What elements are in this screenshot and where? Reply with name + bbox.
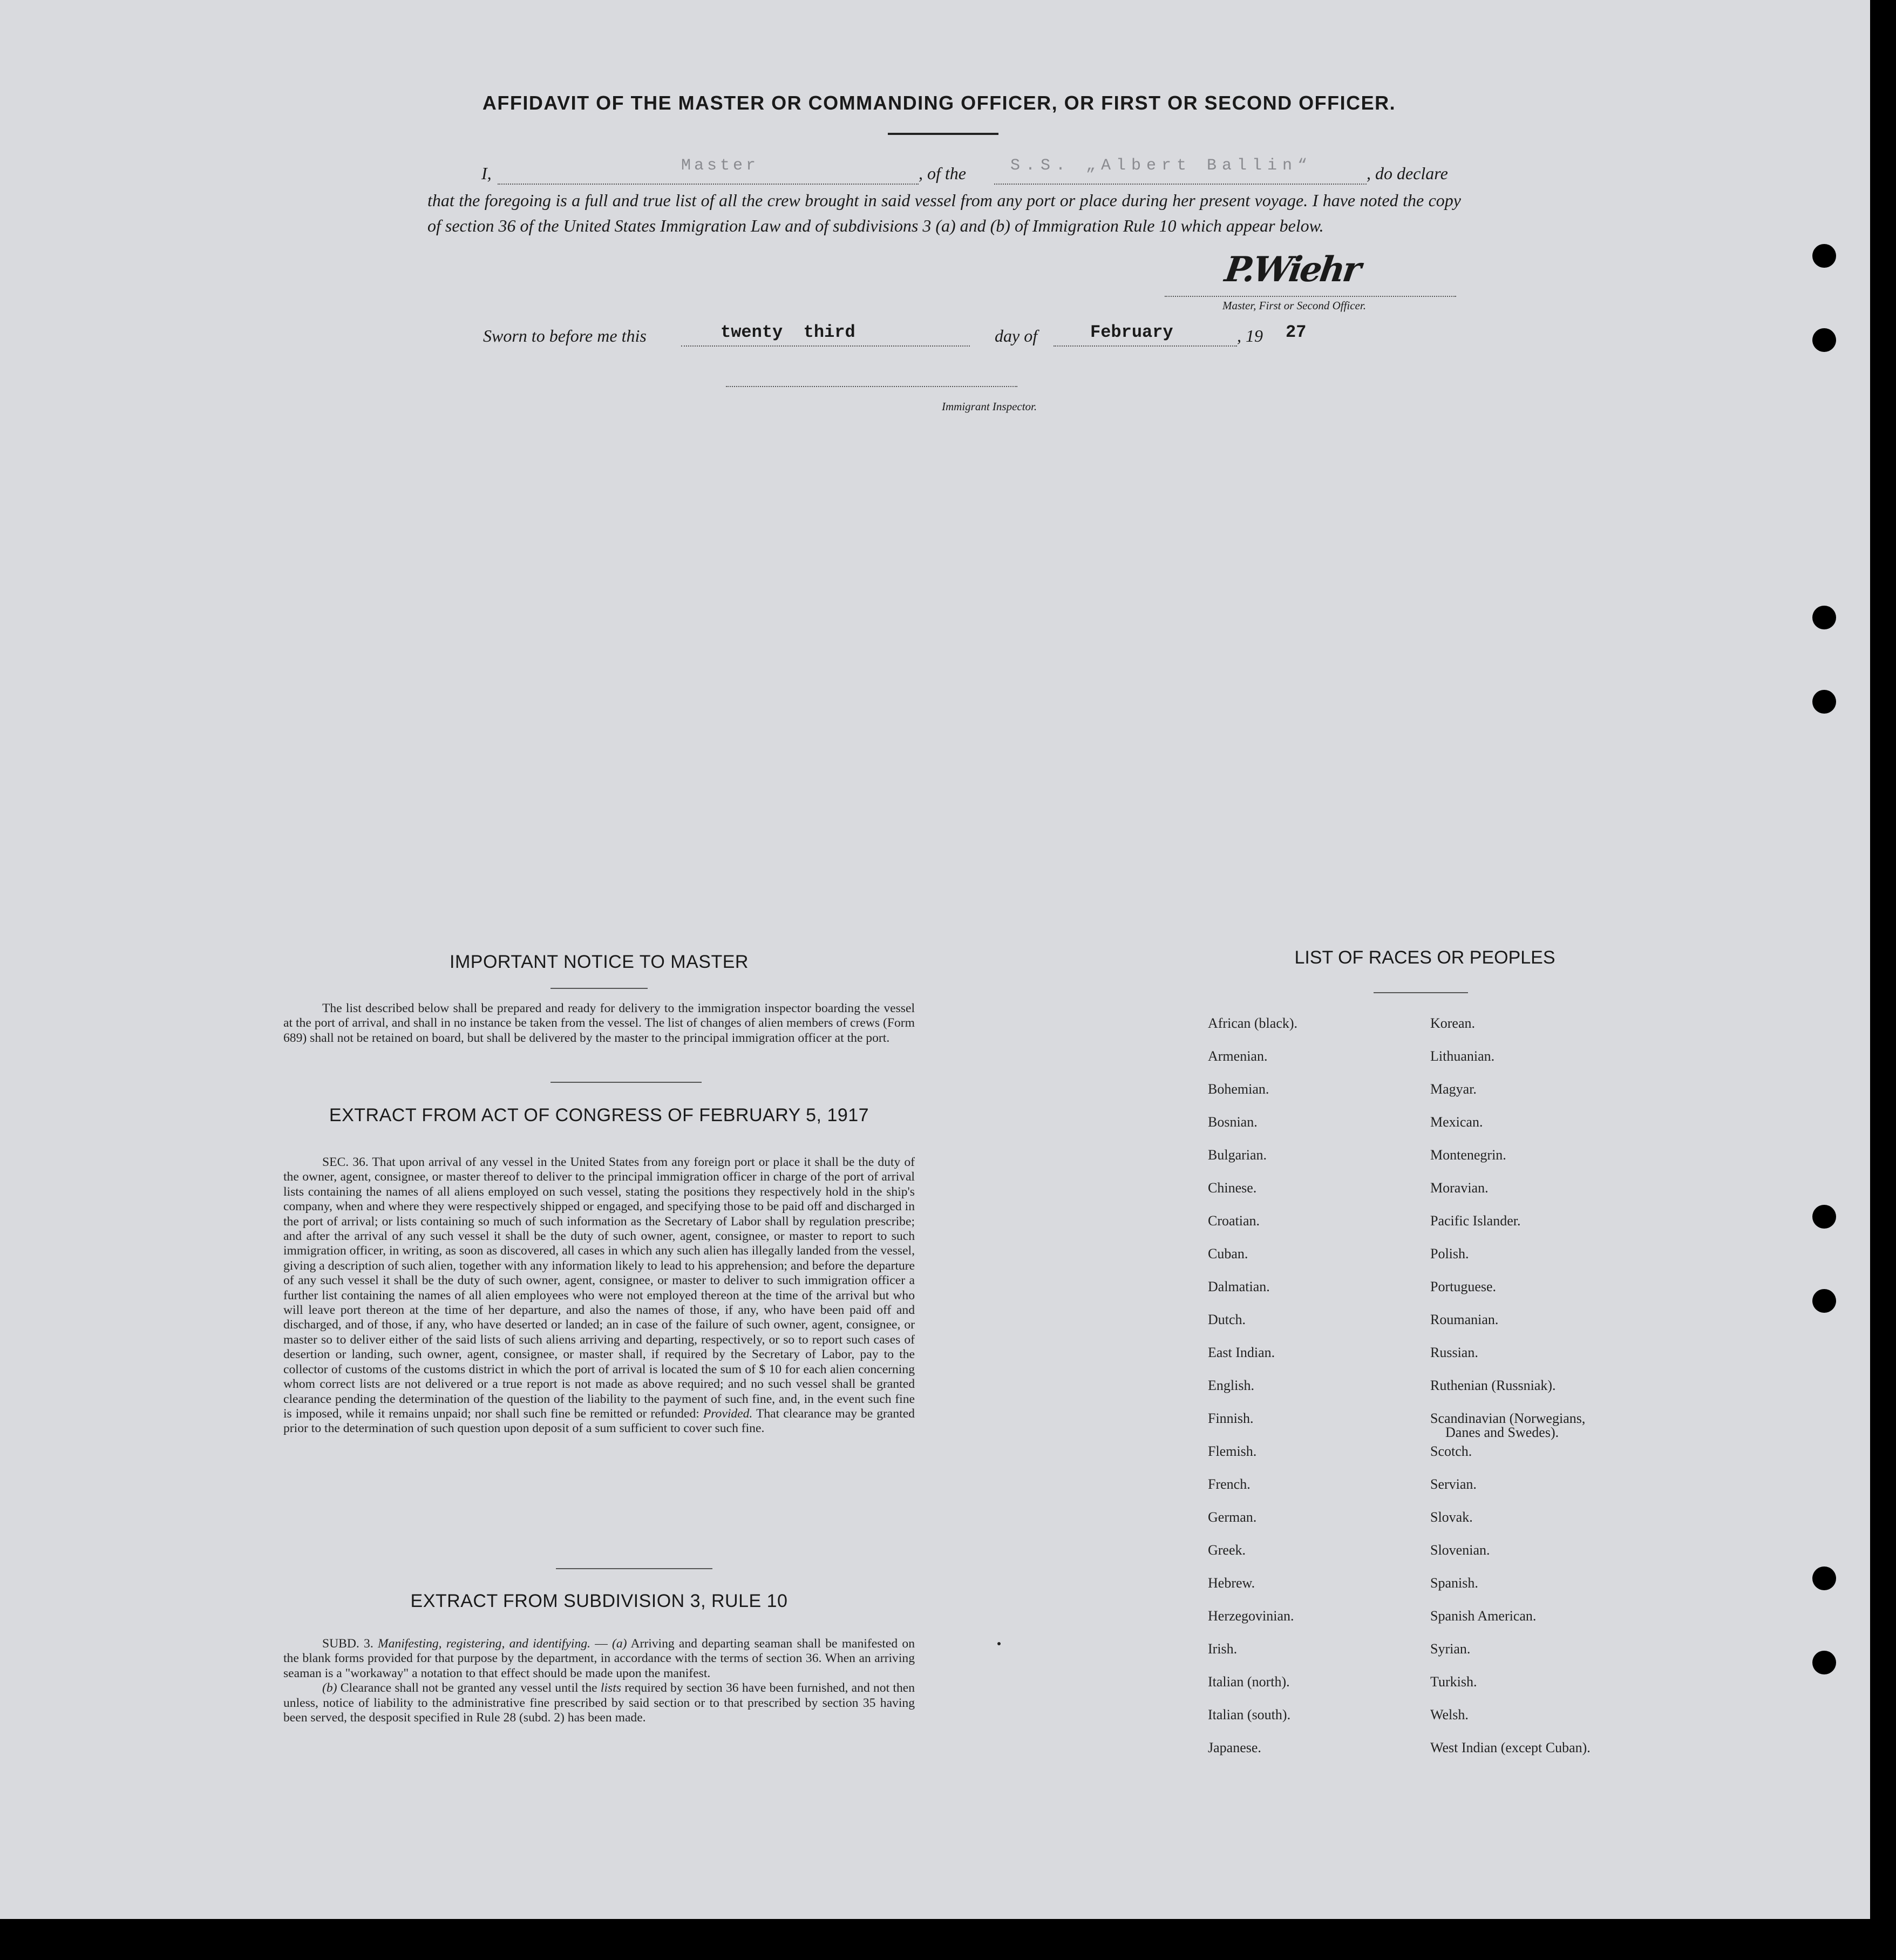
- race-item: Herzegovinian.: [1208, 1608, 1294, 1624]
- scan-border-right: [1870, 0, 1896, 1960]
- sec-36-text-end: That clearance may be granted prior to the determination of such question upon deposit of a sum sufficient to cover such fine.: [283, 1406, 915, 1436]
- subd-b-text-1: Clearance shall not be granted any vessel until the: [340, 1681, 597, 1695]
- subd-a-text: Arriving and departing seaman shall be manifested on the blank forms provided for that purpose by the department, in accordance with the terms of section 36. When an arriving seaman is a "workaway" a notation to that effect should be made upon the manifest.: [283, 1637, 915, 1680]
- race-item: Spanish.: [1430, 1575, 1478, 1591]
- race-item: Dalmatian.: [1208, 1279, 1270, 1294]
- subd-b-paragraph: [283, 1681, 915, 1725]
- punch-hole: [1812, 606, 1836, 629]
- master-name-value: Master: [681, 157, 759, 175]
- extract-act-divider-top: [551, 1082, 702, 1083]
- extract-rule-divider-top: [556, 1568, 712, 1569]
- race-item: Armenian.: [1208, 1048, 1268, 1064]
- race-item: Slovak.: [1430, 1509, 1473, 1525]
- sworn-month-field: [1054, 345, 1237, 347]
- race-item: Croatian.: [1208, 1213, 1260, 1229]
- subd-b-label: (b): [322, 1681, 337, 1695]
- master-name-field: [498, 184, 919, 185]
- races-title: LIST OF RACES OR PEOPLES: [1294, 947, 1555, 968]
- signature-line: [1165, 296, 1456, 297]
- race-item: Flemish.: [1208, 1443, 1257, 1459]
- race-item: Moravian.: [1430, 1180, 1489, 1196]
- race-item: Italian (south).: [1208, 1707, 1291, 1722]
- sworn-month-value: February: [1090, 322, 1173, 342]
- race-item: Servian.: [1430, 1476, 1477, 1492]
- title-divider: [888, 133, 998, 135]
- race-item: Bohemian.: [1208, 1081, 1269, 1097]
- race-item: Scotch.: [1430, 1443, 1472, 1459]
- race-item: Italian (north).: [1208, 1674, 1290, 1690]
- race-item: Greek.: [1208, 1542, 1246, 1558]
- scan-border-bottom: [0, 1919, 1896, 1960]
- race-item: Roumanian.: [1430, 1312, 1499, 1327]
- race-item: African (black).: [1208, 1015, 1298, 1031]
- affidavit-lead: I,: [481, 164, 492, 183]
- officer-signature: P.Wiehr: [1222, 249, 1362, 290]
- sec-36-paragraph: [283, 1155, 915, 1436]
- sworn-day-field: [681, 345, 970, 347]
- of-the-label: , of the: [919, 164, 966, 183]
- inspector-caption: Immigrant Inspector.: [942, 400, 1037, 413]
- affidavit-statement: that the foregoing is a full and true list of all the crew brought in said vessel from any port or place during her present voyage. I have noted the copy of section 36 of the United States Immigration Law and of subdivisions 3 (a) and (b) of Immigration Rule 10 which appear below.: [427, 191, 1461, 235]
- race-item: Bulgarian.: [1208, 1147, 1267, 1163]
- race-item: Montenegrin.: [1430, 1147, 1506, 1163]
- subd-a-paragraph: SUBD. 3. Manifesting, registering, and identifying. — (a) Arriving and departing seaman shall be manifested on the blank forms provided for that purpose by the department, in accordance with the terms of section 36. When an arriving seaman is a "workaway" a notation to that effect should be made upon the manifest.: [283, 1637, 915, 1680]
- race-item: West Indian (except Cuban).: [1430, 1740, 1591, 1755]
- subd-label: SUBD. 3.: [322, 1637, 373, 1651]
- stray-dot-mark: [997, 1642, 1001, 1645]
- signature-caption: Master, First or Second Officer.: [1222, 299, 1366, 312]
- year-suffix-value: 27: [1286, 322, 1307, 342]
- sworn-day-value: twenty third: [721, 322, 855, 342]
- day-of-label: day of: [995, 326, 1038, 345]
- sworn-label: Sworn to before me this: [483, 326, 647, 345]
- subd-a-label: (a): [612, 1637, 627, 1651]
- race-item: Lithuanian.: [1430, 1048, 1495, 1064]
- race-item: Polish.: [1430, 1246, 1469, 1262]
- vessel-name-value: S.S. „Albert Ballin“: [1010, 157, 1313, 175]
- race-item: Dutch.: [1208, 1312, 1246, 1327]
- inspector-signature-line: [726, 386, 1017, 387]
- subd-b-lists: lists: [600, 1681, 621, 1695]
- race-item: English.: [1208, 1378, 1254, 1393]
- subd-b-text-2: required by section 36 have been furnished, and not then unless, notice of liability to the administrative fine prescribed by said section or to that prescribed by section 35 having been served, the desposit specified in Rule 28 (subd. 2) has been made.: [283, 1681, 915, 1725]
- race-item: Welsh.: [1430, 1707, 1469, 1722]
- punch-hole: [1812, 1205, 1836, 1229]
- notice-text: [283, 1001, 915, 1046]
- race-item: Turkish.: [1430, 1674, 1477, 1690]
- punch-hole: [1812, 328, 1836, 352]
- race-item: Japanese.: [1208, 1740, 1261, 1755]
- race-item: Russian.: [1430, 1345, 1478, 1360]
- race-item: Hebrew.: [1208, 1575, 1255, 1591]
- affidavit-title: AFFIDAVIT OF THE MASTER OR COMMANDING OFFICER, OR FIRST OR SECOND OFFICER.: [482, 92, 1396, 114]
- race-item: German.: [1208, 1509, 1257, 1525]
- extract-act-title: EXTRACT FROM ACT OF CONGRESS OF FEBRUARY 5, 1917: [329, 1105, 869, 1125]
- race-item: Cuban.: [1208, 1246, 1248, 1262]
- punch-hole: [1812, 1289, 1836, 1313]
- race-item: Ruthenian (Russniak).: [1430, 1378, 1556, 1393]
- race-item: French.: [1208, 1476, 1251, 1492]
- sec-36-text: SEC. 36. That upon arrival of any vessel in the United States from any foreign port or place it shall be the duty of the owner, agent, consignee, or master thereof to deliver to the principal immigration officer in charge of the port of arrival lists containing the names of all aliens employed on such vessel, stating the positions they respectively hold in the ship's company, when and where they were respectively shipped or engaged, and specifying those to be paid off and discharged in the port of arrival; or lists containing so much of such information as the Secretary of Labor shall by regulation prescribe; and after the arrival of any such vessel it shall be the duty of such owner, agent, consignee, or master to report to such immigration officer, in writing, as soon as discovered, all cases in which any such alien has illegally landed from the vessel, giving a description of such alien, together with any information likely to lead to his apprehension; and before the departure of any such vessel it shall be the duty of such owner, agent, consignee, or master to deliver to such immigration officer a further list containing the names of all alien employees who were not employed thereon at the time of the arrival but who will leave port thereon at the time of her departure, and also the names of those, if any, who have been paid off and discharged, and of those, if any, who have deserted or landed; an in case of the failure of such owner, agent, consignee, or master so to deliver either of the said lists of such aliens arriving and departing, respectively, or so to report such cases of desertion or landing, such owner, agent, consignee, or master shall, if required by the Secretary of Labor, pay to the collector of customs of the customs district in which the port of arrival is located the sum of $ 10 for each alien concerning whom correct lists are not delivered or a true report is not made as above required; and no such vessel shall be granted clearance pending the determination of the question of the liability to the payment of such fine, and, in the event such fine is imposed, while it remains unpaid; nor shall such fine be remitted or refunded:: [283, 1155, 915, 1421]
- punch-hole: [1812, 1651, 1836, 1674]
- race-item: Pacific Islander.: [1430, 1213, 1521, 1229]
- provided-word: Provided.: [703, 1406, 753, 1421]
- race-item: Spanish American.: [1430, 1608, 1537, 1624]
- race-item: Chinese.: [1208, 1180, 1257, 1196]
- subd-heading: Manifesting, registering, and identifying.: [377, 1637, 590, 1651]
- punch-hole: [1812, 690, 1836, 714]
- race-item: Bosnian.: [1208, 1114, 1258, 1130]
- vessel-field: [994, 184, 1367, 185]
- punch-hole: [1812, 1566, 1836, 1590]
- notice-title: IMPORTANT NOTICE TO MASTER: [450, 952, 749, 972]
- notice-divider: [551, 988, 648, 989]
- year-prefix: , 19: [1237, 326, 1263, 345]
- race-item: Portuguese.: [1430, 1279, 1497, 1294]
- extract-rule-title: EXTRACT FROM SUBDIVISION 3, RULE 10: [410, 1591, 788, 1611]
- race-item: East Indian.: [1208, 1345, 1275, 1360]
- race-item: Mexican.: [1430, 1114, 1483, 1130]
- punch-hole: [1812, 244, 1836, 268]
- extract-act-text: [283, 1155, 915, 1436]
- race-item: Finnish.: [1208, 1410, 1254, 1426]
- races-divider: [1374, 992, 1468, 993]
- race-item: Magyar.: [1430, 1081, 1477, 1097]
- notice-paragraph: The list described below shall be prepared and ready for delivery to the immigration inspector boarding the vessel at the port of arrival, and shall in no instance be taken from the vessel. The list of changes of alien members of crews (Form 689) shall not be retained on board, but shall be delivered by the master to the principal immigration officer at the port.: [283, 1001, 915, 1045]
- race-item: Slovenian.: [1430, 1542, 1490, 1558]
- race-item: Scandinavian (Norwegians,: [1430, 1410, 1586, 1426]
- race-item: Irish.: [1208, 1641, 1238, 1657]
- do-declare-label: , do declare: [1367, 164, 1448, 183]
- race-item: Korean.: [1430, 1015, 1476, 1031]
- race-scandinavian-continued: Danes and Swedes).: [1445, 1425, 1559, 1440]
- race-item: Syrian.: [1430, 1641, 1471, 1657]
- extract-rule-text: [283, 1637, 915, 1725]
